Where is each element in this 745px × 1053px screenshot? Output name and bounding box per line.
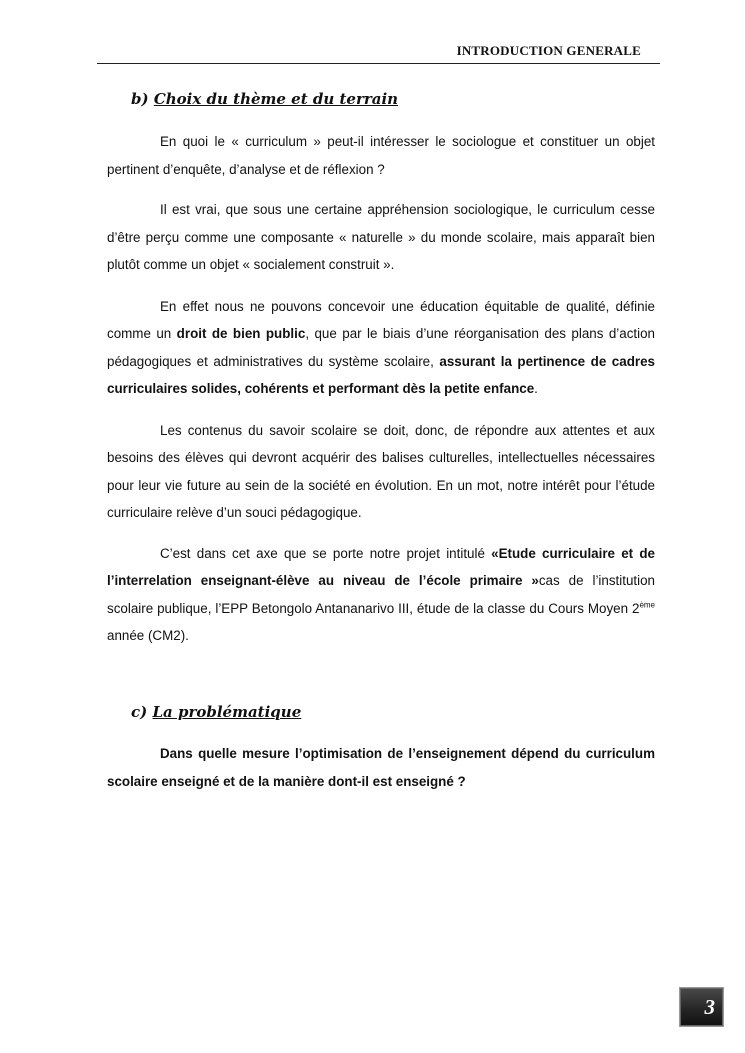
section-c-body	[107, 740, 655, 795]
paragraph: C’est dans cet axe que se porte notre projet intitulé «Etude curriculaire et de l’interrelation enseignant-élève au niveau de l’école primaire »cas de l’institution scolaire publique, l’EPP Betongolo Antananarivo III, étude de la classe du Cours Moyen 2ème année (CM2).	[107, 545, 656, 643]
section-b-title: Choix du thème et du terrain	[153, 90, 399, 108]
paragraph: Il est vrai, que sous une certaine appréhension sociologique, le curriculum cesse d’être perçu comme une composante « naturelle » du monde scolaire, mais apparaît bien plutôt comme un objet « socialement construit ».	[107, 202, 655, 272]
section-c-heading	[131, 703, 301, 721]
research-question: Dans quelle mesure l’optimisation de l’enseignement dépend du curriculum scolaire enseigné et de la manière dont-il est enseigné ?	[107, 746, 655, 789]
section-c-title: La problématique	[152, 703, 302, 721]
superscript: ème	[639, 600, 655, 610]
section-b-marker: b)	[131, 90, 149, 108]
section-b-heading	[131, 90, 398, 108]
page-number: 3	[704, 994, 715, 1019]
paragraph: Les contenus du savoir scolaire se doit, donc, de répondre aux attentes et aux besoins des élèves qui devront acquérir des balises culturelles, intellectuelles nécessaires pour leur vie future au sein de la société en évolution. En un mot, notre intérêt pour l’étude curriculaire relève d’un souci pédagogique.	[107, 422, 655, 520]
paragraph: En effet nous ne pouvons concevoir une éducation équitable de qualité, définie comme un droit de bien public, que par le biais d’une réorganisation des plans d’action pédagogiques et administratives du système scolaire, assurant la pertinence de cadres curriculaires solides, cohérents et performant dès la petite enfance.	[107, 298, 655, 396]
project-title: «Etude curriculaire et de l’interrelation enseignant-élève au niveau de l’école primaire »	[107, 545, 656, 588]
section-c-marker: c)	[131, 703, 148, 721]
header-rule	[97, 63, 660, 64]
page-number-badge	[679, 987, 724, 1027]
bold-phrase: droit de bien public	[176, 326, 306, 341]
bold-phrase: assurant la pertinence de cadres curriculaires solides, cohérents et performant dès la petite enfance	[107, 353, 655, 396]
section-b-body	[107, 128, 655, 650]
running-header: INTRODUCTION GENERALE	[456, 43, 641, 58]
paragraph: En quoi le « curriculum » peut-il intéresser le sociologue et constituer un objet pertinent d’enquête, d’analyse et de réflexion ?	[107, 134, 655, 177]
